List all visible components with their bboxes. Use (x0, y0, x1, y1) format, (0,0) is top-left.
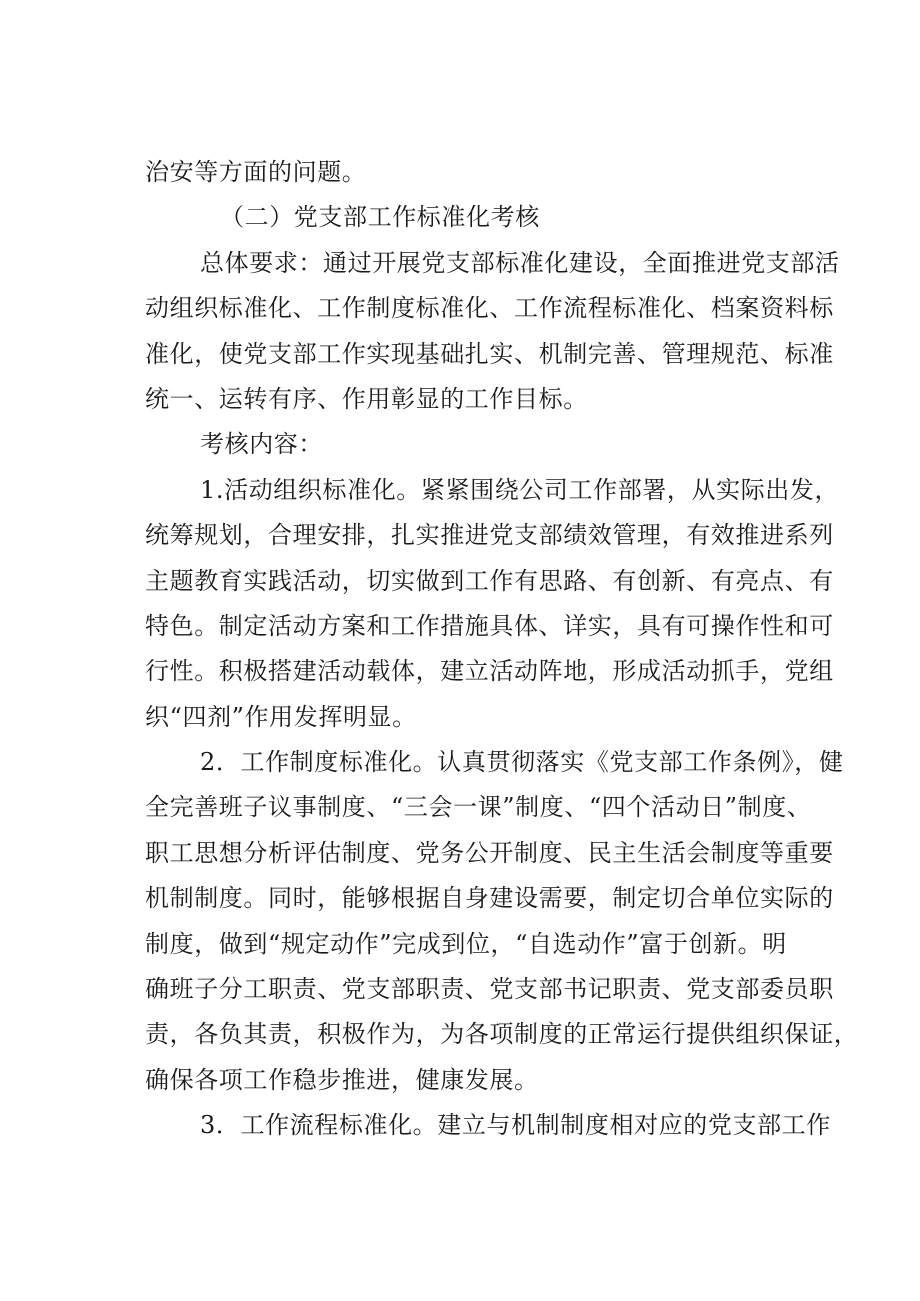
paragraph-line: 机制制度。同时，能够根据自身建设需要，制定切合单位实际的 (145, 884, 834, 913)
paragraph-line: 2．工作制度标准化。认真贯彻落实《党支部工作条例》，健 (200, 748, 844, 777)
paragraph-line: 动组织标准化、工作制度标准化、工作流程标准化、档案资料标 (145, 294, 834, 323)
paragraph-line: 织“四剂”作用发挥明显。 (145, 702, 417, 731)
paragraph-line: 1.活动组织标准化。紧紧围绕公司工作部署，从实际出发， (200, 475, 840, 504)
paragraph-line: 职工思想分析评估制度、党务公开制度、民主生活会制度等重要 (145, 838, 834, 867)
paragraph-line: 准化，使党支部工作实现基础扎实、机制完善、管理规范、标准 (145, 339, 834, 368)
paragraph-line: 制度，做到“规定动作”完成到位，“自选动作”富于创新。明 (145, 929, 787, 958)
paragraph-line: 统一、运转有序、作用彰显的工作目标。 (145, 384, 588, 413)
paragraph-line: 确保各项工作稳步推进，健康发展。 (145, 1065, 539, 1094)
paragraph-line: 3．工作流程标准化。建立与机制制度相对应的党支部工作 (200, 1111, 831, 1140)
paragraph-line: 特色。制定活动方案和工作措施具体、详实，具有可操作性和可 (145, 611, 834, 640)
paragraph-line: 全完善班子议事制度、“三会一课”制度、“四个活动日”制度、 (145, 793, 812, 822)
paragraph-line: 统筹规划，合理安排，扎实推进党支部绩效管理，有效推进系列 (145, 521, 834, 550)
document-body (145, 150, 859, 1149)
paragraph-line: 主题教育实践活动，切实做到工作有思路、有创新、有亮点、有 (145, 566, 834, 595)
paragraph-line: 责，各负其责，积极作为，为各项制度的正常运行提供组织保证， (145, 1020, 859, 1049)
paragraph-line: 总体要求：通过开展党支部标准化建设，全面推进党支部活 (200, 248, 840, 277)
paragraph-line: 行性。积极搭建活动载体，建立活动阵地，形成活动抓手，党组 (145, 657, 834, 686)
paragraph-line: 治安等方面的问题。 (145, 158, 367, 186)
paragraph-line: 考核内容： (200, 430, 323, 459)
paragraph-line: 确班子分工职责、党支部职责、党支部书记职责、党支部委员职 (145, 975, 834, 1004)
section-heading: （二）党支部工作标准化考核 (220, 203, 540, 232)
